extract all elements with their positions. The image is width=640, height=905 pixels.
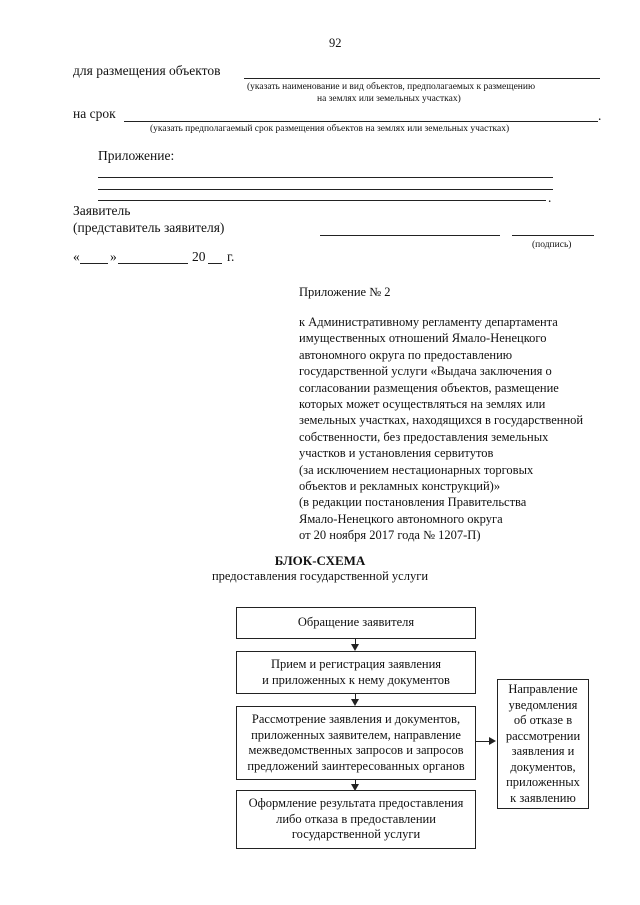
appendix-line: земельных участках, находящихся в государственной bbox=[299, 413, 584, 428]
appendix-line: от 20 ноября 2017 года № 1207-П) bbox=[299, 528, 481, 543]
placement-field-line bbox=[244, 78, 600, 79]
appendix-text bbox=[299, 314, 583, 544]
attachment-line-1 bbox=[98, 177, 553, 178]
date-year-line bbox=[208, 263, 222, 264]
appendix-line: согласовании размещения объектов, размещение bbox=[299, 380, 559, 395]
placement-hint-line2: на землях или земельных участках) bbox=[317, 94, 461, 104]
appendix-line: собственности, без предоставления земельных bbox=[299, 429, 549, 444]
placement-hint-line1: (указать наименование и вид объектов, предполагаемых к размещению bbox=[247, 82, 536, 92]
placement-label: для размещения объектов bbox=[73, 63, 221, 78]
arrow-down-icon bbox=[351, 644, 359, 651]
term-hint: (указать предполагаемый срок размещения объектов на землях или земельных участках) bbox=[150, 124, 510, 134]
signature-hint: (подпись) bbox=[532, 240, 572, 250]
arrow-down-icon bbox=[351, 699, 359, 706]
attachment-line-3 bbox=[98, 200, 546, 201]
attachment-end-dot: . bbox=[548, 190, 552, 205]
appendix-line: государственной услуги «Выдача заключения о bbox=[299, 364, 552, 379]
applicant-label: Заявитель bbox=[73, 203, 131, 218]
applicant-representative-label: (представитель заявителя) bbox=[73, 220, 225, 235]
appendix-line: (в редакции постановления Правительства bbox=[299, 495, 527, 510]
page-number: 92 bbox=[329, 36, 342, 50]
signature-line bbox=[512, 235, 594, 236]
scheme-subtitle: предоставления государственной услуги bbox=[211, 569, 429, 583]
date-year: 20 bbox=[192, 249, 206, 264]
appendix-line: к Административному регламенту департамента bbox=[299, 315, 558, 329]
date-year-suffix: г. bbox=[227, 249, 235, 264]
step-application-box: Обращение заявителя bbox=[236, 607, 476, 639]
date-day-line bbox=[80, 263, 108, 264]
term-end-dot: . bbox=[598, 108, 602, 123]
step-registration-box: Прием и регистрация заявления и приложенных к нему документов bbox=[236, 651, 476, 694]
appendix-line: участков и установления сервитутов bbox=[299, 446, 494, 461]
term-field-line bbox=[124, 121, 598, 122]
scheme-title: БЛОК-СХЕМА bbox=[274, 553, 366, 568]
attachment-line-2 bbox=[98, 189, 553, 190]
appendix-line: которых может осуществляться на землях или bbox=[299, 397, 546, 412]
step-review-box: Рассмотрение заявления и документов, приложенных заявителем, направление межведомственных запросов и запросов предложений заинтересованных органов bbox=[236, 706, 476, 780]
step-result-box: Оформление результата предоставления либо отказа в предоставлении государственной услуги bbox=[236, 790, 476, 849]
appendix-title: Приложение № 2 bbox=[299, 285, 391, 299]
arrow-right-icon bbox=[489, 737, 496, 745]
date-open-quote: « bbox=[73, 249, 80, 264]
term-label: на срок bbox=[73, 106, 116, 121]
date-close-quote: » bbox=[110, 249, 117, 264]
appendix-line: (за исключением нестационарных торговых bbox=[299, 462, 534, 477]
appendix-line: объектов и рекламных конструкций)» bbox=[299, 479, 501, 494]
appendix-line: автономного округа по предоставлению bbox=[299, 347, 513, 362]
applicant-name-line bbox=[320, 235, 500, 236]
attachment-label: Приложение: bbox=[98, 148, 175, 163]
refusal-notice-box: Направление уведомления об отказе в рассмотрении заявления и документов, приложенных к заявлению bbox=[497, 679, 589, 809]
appendix-line: Ямало-Ненецкого автономного округа bbox=[299, 511, 503, 526]
date-month-line bbox=[118, 263, 188, 264]
appendix-line: имущественных отношений Ямало-Ненецкого bbox=[299, 331, 547, 346]
